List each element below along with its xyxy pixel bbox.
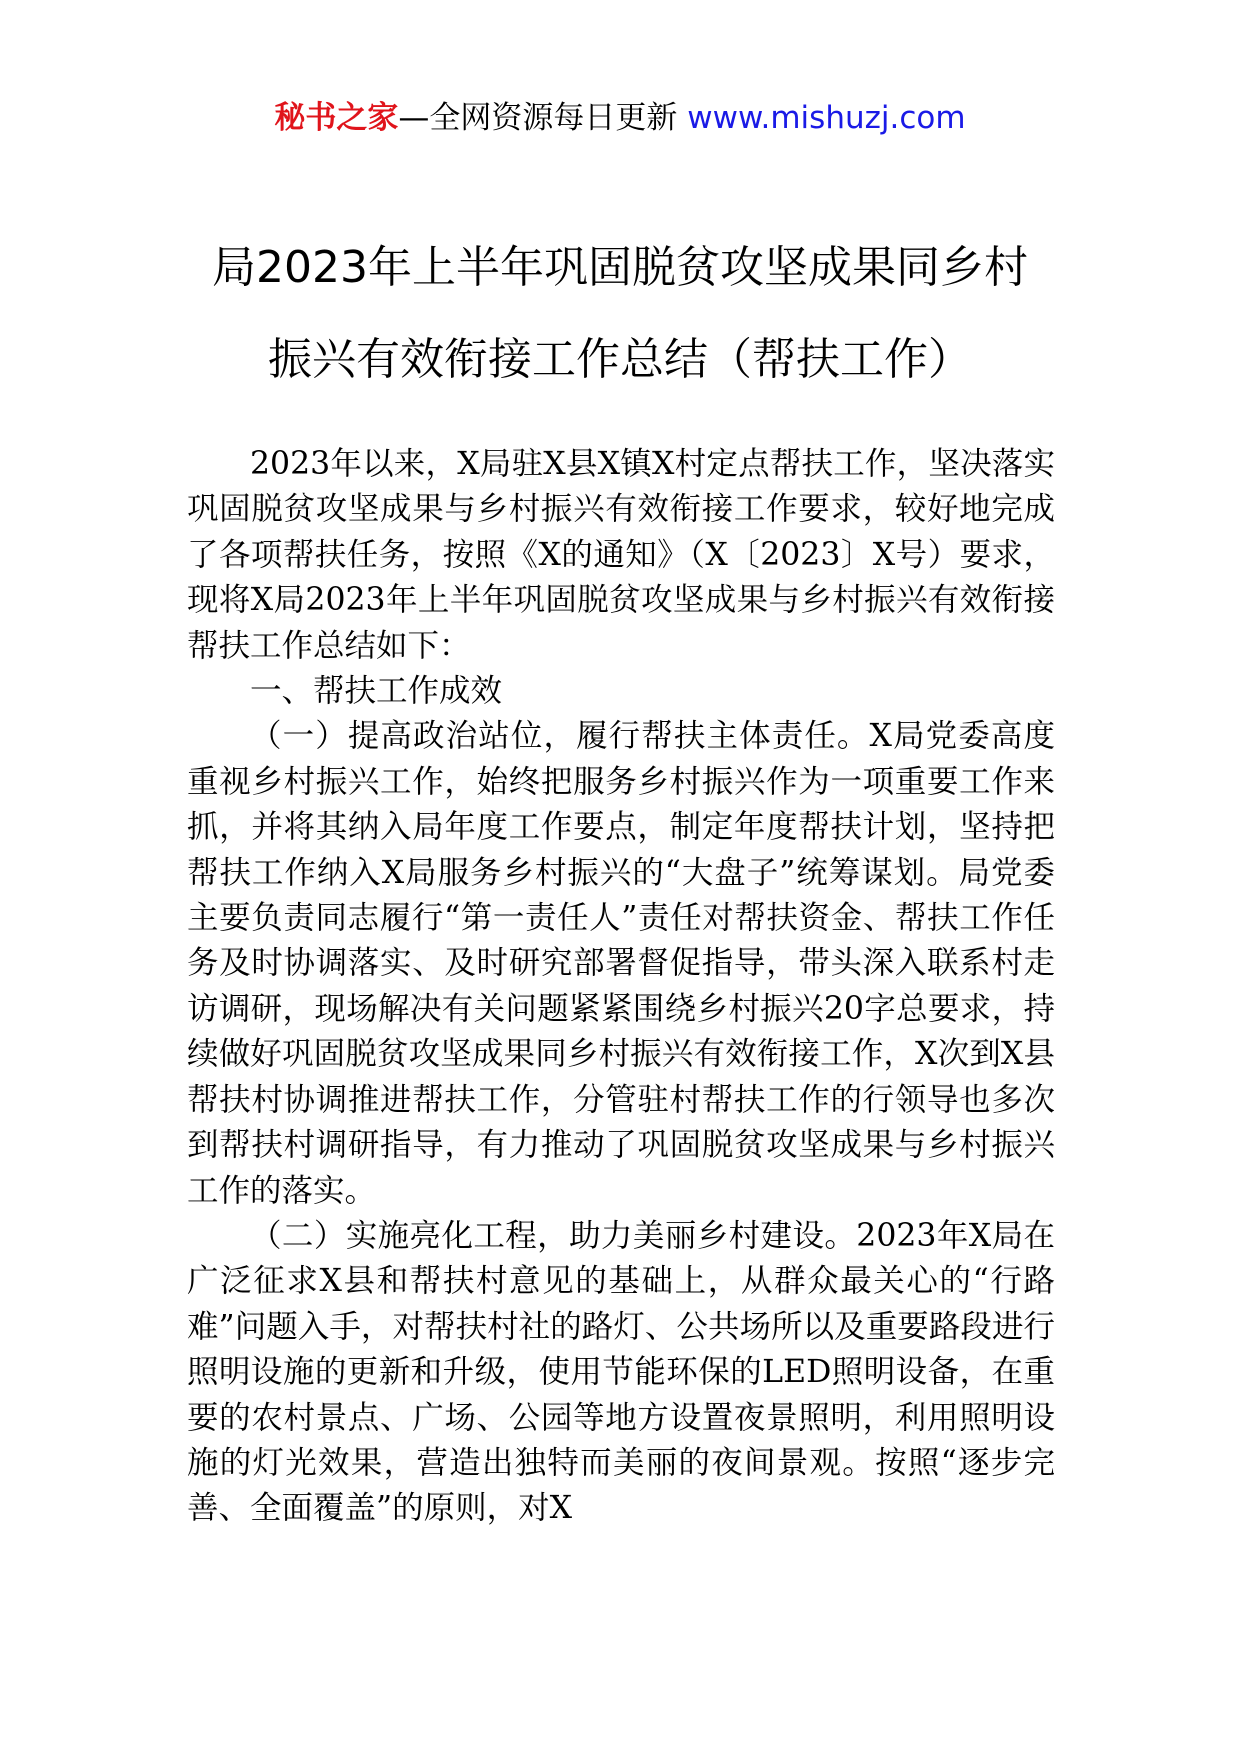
site-slogan: —全网资源每日更新 bbox=[398, 100, 688, 136]
document-body bbox=[187, 442, 1055, 1532]
document-title bbox=[150, 222, 1090, 406]
brand-name: 秘书之家 bbox=[274, 100, 399, 136]
section-heading: 一、帮扶工作成效 bbox=[250, 673, 503, 710]
body-paragraph-1: （一）提高政治站位，履行帮扶主体责任。X局党委高度重视乡村振兴工作，始终把服务乡村振兴作为一项重要工作来抓，并将其纳入局年度工作要点，制定年度帮扶计划，坚持把帮扶工作纳入X局服务乡村振兴的“大盘子”统筹谋划。局党委主要负责同志履行“第一责任人”责任对帮扶资金、帮扶工作任务及时协调落实、及时研究部署督促指导，带头深入联系村走访调研，现场解决有关问题紧紧围绕乡村振兴20字总要求，持续做好巩固脱贫攻坚成果同乡村振兴有效衔接工作，X次到X县帮扶村协调推进帮扶工作，分管驻村帮扶工作的行领导也多次到帮扶村调研指导，有力推动了巩固脱贫攻坚成果与乡村振兴工作的落实。 bbox=[187, 718, 1055, 1209]
intro-paragraph: 2023年以来，X局驻X县X镇X村定点帮扶工作，坚决落实巩固脱贫攻坚成果与乡村振兴有效衔接工作要求，较好地完成了各项帮扶任务，按照《X的通知》（X〔2023〕X号）要求，现将X局2023年上半年巩固脱贫攻坚成果与乡村振兴有效衔接帮扶工作总结如下： bbox=[187, 446, 1055, 664]
body-paragraph-2: （二）实施亮化工程，助力美丽乡村建设。2023年X局在广泛征求X县和帮扶村意见的基础上，从群众最关心的“行路难”问题入手，对帮扶村社的路灯、公共场所以及重要路段进行照明设施的更新和升级，使用节能环保的LED照明设备，在重要的农村景点、广场、公园等地方设置夜景照明，利用照明设施的灯光效果，营造出独特而美丽的夜间景观。按照“逐步完善、全面覆盖”的原则，对X bbox=[187, 1217, 1055, 1527]
site-header bbox=[0, 98, 1240, 138]
title-line-2: 振兴有效衔接工作总结（帮扶工作） bbox=[268, 334, 972, 385]
site-url-link[interactable]: www.mishuzj.com bbox=[687, 100, 966, 136]
title-line-1: 局2023年上半年巩固脱贫攻坚成果同乡村 bbox=[212, 242, 1028, 293]
